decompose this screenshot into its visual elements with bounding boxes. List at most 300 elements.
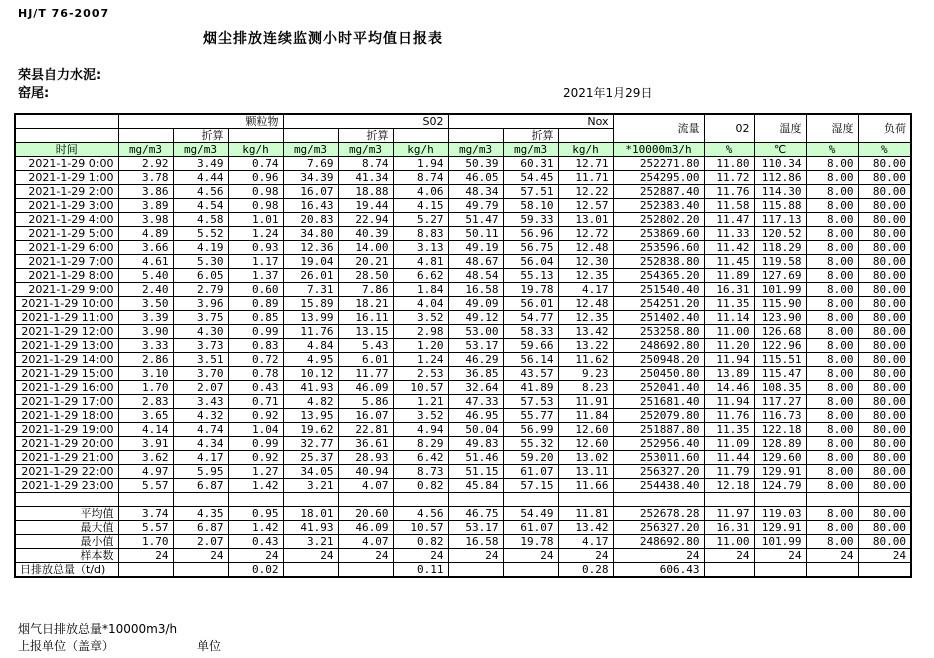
value-cell: 8.00 xyxy=(806,409,858,423)
value-cell: 8.00 xyxy=(806,367,858,381)
value-cell: 3.75 xyxy=(173,311,228,325)
value-cell: 28.50 xyxy=(338,269,393,283)
value-cell: 606.43 xyxy=(613,563,704,578)
table-row xyxy=(15,535,911,549)
value-cell: 13.22 xyxy=(558,339,613,353)
value-cell: 80.00 xyxy=(858,157,911,171)
value-cell: 253258.80 xyxy=(613,325,704,339)
daily-total-label: 日排放总量（t/d) xyxy=(15,563,118,578)
value-cell: 4.14 xyxy=(118,423,173,437)
value-cell: 24 xyxy=(338,549,393,563)
value-cell: 80.00 xyxy=(858,507,911,521)
value-cell: 3.52 xyxy=(393,311,448,325)
value-cell: 115.88 xyxy=(754,199,806,213)
time-cell: 2021-1-29 13:00 xyxy=(15,339,118,353)
time-cell: 2021-1-29 9:00 xyxy=(15,283,118,297)
value-cell: 34.80 xyxy=(283,227,338,241)
value-cell: 250450.80 xyxy=(613,367,704,381)
value-cell: 8.00 xyxy=(806,255,858,269)
value-cell: 1.37 xyxy=(228,269,283,283)
header-empty-cell xyxy=(15,129,118,143)
value-cell: 80.00 xyxy=(858,227,911,241)
value-cell: 8.00 xyxy=(806,269,858,283)
header-nox-converted: 折算 xyxy=(503,129,558,143)
summary-label: 最大值 xyxy=(15,521,118,535)
value-cell: 0.82 xyxy=(393,479,448,493)
value-cell: 251681.40 xyxy=(613,395,704,409)
value-cell: 58.10 xyxy=(503,199,558,213)
value-cell: 34.05 xyxy=(283,465,338,479)
value-cell: 25.37 xyxy=(283,451,338,465)
table-row xyxy=(15,311,911,325)
value-cell: 56.96 xyxy=(503,227,558,241)
value-cell: 0.02 xyxy=(228,563,283,578)
value-cell: 60.31 xyxy=(503,157,558,171)
page-title: 烟尘排放连续监测小时平均值日报表 xyxy=(203,31,443,47)
time-cell: 2021-1-29 18:00 xyxy=(15,409,118,423)
table-row xyxy=(15,409,911,423)
value-cell xyxy=(754,563,806,578)
value-cell: 4.30 xyxy=(173,325,228,339)
table-row xyxy=(15,269,911,283)
unit-cell: % xyxy=(704,143,754,157)
value-cell: 8.00 xyxy=(806,465,858,479)
value-cell: 0.83 xyxy=(228,339,283,353)
unit-label: 单位 xyxy=(197,639,222,653)
value-cell: 48.54 xyxy=(448,269,503,283)
value-cell: 3.65 xyxy=(118,409,173,423)
table-row xyxy=(15,367,911,381)
time-cell: 2021-1-29 21:00 xyxy=(15,451,118,465)
summary-label: 平均值 xyxy=(15,507,118,521)
value-cell: 4.95 xyxy=(283,353,338,367)
value-cell xyxy=(283,493,338,507)
value-cell: 4.56 xyxy=(393,507,448,521)
value-cell: 1.94 xyxy=(393,157,448,171)
value-cell: 53.00 xyxy=(448,325,503,339)
value-cell xyxy=(858,493,911,507)
value-cell: 80.00 xyxy=(858,353,911,367)
value-cell: 0.82 xyxy=(393,535,448,549)
value-cell: 12.71 xyxy=(558,157,613,171)
value-cell: 12.22 xyxy=(558,185,613,199)
value-cell: 80.00 xyxy=(858,297,911,311)
value-cell: 22.81 xyxy=(338,423,393,437)
value-cell: 5.43 xyxy=(338,339,393,353)
value-cell: 127.69 xyxy=(754,269,806,283)
value-cell: 8.00 xyxy=(806,437,858,451)
unit-cell: mg/m3 xyxy=(503,143,558,157)
value-cell: 5.27 xyxy=(393,213,448,227)
value-cell: 2.07 xyxy=(173,535,228,549)
table-row xyxy=(15,451,911,465)
value-cell: 56.75 xyxy=(503,241,558,255)
value-cell: 126.68 xyxy=(754,325,806,339)
value-cell: 108.35 xyxy=(754,381,806,395)
value-cell: 1.70 xyxy=(118,535,173,549)
value-cell: 47.33 xyxy=(448,395,503,409)
value-cell: 24 xyxy=(754,549,806,563)
time-cell: 2021-1-29 19:00 xyxy=(15,423,118,437)
value-cell: 12.35 xyxy=(558,269,613,283)
value-cell: 8.00 xyxy=(806,311,858,325)
value-cell: 48.34 xyxy=(448,185,503,199)
value-cell: 254438.40 xyxy=(613,479,704,493)
value-cell: 116.73 xyxy=(754,409,806,423)
value-cell xyxy=(806,563,858,578)
value-cell: 48.67 xyxy=(448,255,503,269)
unit-cell: *10000m3/h xyxy=(613,143,704,157)
value-cell: 7.31 xyxy=(283,283,338,297)
value-cell: 46.09 xyxy=(338,521,393,535)
value-cell: 0.60 xyxy=(228,283,283,297)
value-cell: 5.57 xyxy=(118,479,173,493)
value-cell: 20.83 xyxy=(283,213,338,227)
table-row xyxy=(15,395,911,409)
value-cell xyxy=(283,563,338,578)
value-cell: 114.30 xyxy=(754,185,806,199)
value-cell: 1.04 xyxy=(228,423,283,437)
value-cell: 80.00 xyxy=(858,437,911,451)
value-cell: 24 xyxy=(613,549,704,563)
value-cell: 252802.20 xyxy=(613,213,704,227)
header-empty-cell xyxy=(448,129,503,143)
value-cell: 5.57 xyxy=(118,521,173,535)
value-cell: 2.92 xyxy=(118,157,173,171)
value-cell: 8.00 xyxy=(806,325,858,339)
value-cell: 36.85 xyxy=(448,367,503,381)
table-row xyxy=(15,171,911,185)
value-cell: 41.93 xyxy=(283,521,338,535)
value-cell: 3.33 xyxy=(118,339,173,353)
value-cell: 1.01 xyxy=(228,213,283,227)
value-cell: 80.00 xyxy=(858,311,911,325)
value-cell: 3.10 xyxy=(118,367,173,381)
value-cell: 4.82 xyxy=(283,395,338,409)
report-table xyxy=(14,113,912,578)
value-cell: 8.00 xyxy=(806,535,858,549)
value-cell: 55.32 xyxy=(503,437,558,451)
value-cell xyxy=(754,493,806,507)
value-cell: 24 xyxy=(704,549,754,563)
table-row xyxy=(15,199,911,213)
value-cell: 1.17 xyxy=(228,255,283,269)
value-cell: 0.93 xyxy=(228,241,283,255)
table-row xyxy=(15,227,911,241)
value-cell: 80.00 xyxy=(858,423,911,437)
value-cell: 18.21 xyxy=(338,297,393,311)
value-cell: 11.45 xyxy=(704,255,754,269)
value-cell: 119.58 xyxy=(754,255,806,269)
value-cell: 11.00 xyxy=(704,325,754,339)
value-cell: 0.28 xyxy=(558,563,613,578)
value-cell: 58.33 xyxy=(503,325,558,339)
value-cell xyxy=(118,563,173,578)
value-cell: 252838.80 xyxy=(613,255,704,269)
value-cell: 252041.40 xyxy=(613,381,704,395)
value-cell: 8.00 xyxy=(806,353,858,367)
value-cell: 53.17 xyxy=(448,339,503,353)
value-cell: 4.74 xyxy=(173,423,228,437)
value-cell: 8.74 xyxy=(393,171,448,185)
value-cell: 256327.20 xyxy=(613,465,704,479)
value-cell: 3.78 xyxy=(118,171,173,185)
value-cell: 80.00 xyxy=(858,395,911,409)
value-cell: 61.07 xyxy=(503,465,558,479)
header-o2: 02 xyxy=(704,114,754,143)
table-row xyxy=(15,493,911,507)
value-cell: 8.83 xyxy=(393,227,448,241)
value-cell: 57.53 xyxy=(503,395,558,409)
value-cell: 252271.80 xyxy=(613,157,704,171)
value-cell: 19.44 xyxy=(338,199,393,213)
unit-cell: mg/m3 xyxy=(173,143,228,157)
value-cell: 13.42 xyxy=(558,325,613,339)
value-cell: 8.00 xyxy=(806,283,858,297)
value-cell: 4.15 xyxy=(393,199,448,213)
value-cell xyxy=(704,563,754,578)
value-cell: 8.00 xyxy=(806,297,858,311)
value-cell xyxy=(228,493,283,507)
value-cell: 24 xyxy=(448,549,503,563)
value-cell: 6.87 xyxy=(173,521,228,535)
value-cell: 80.00 xyxy=(858,381,911,395)
value-cell: 5.95 xyxy=(173,465,228,479)
value-cell: 4.89 xyxy=(118,227,173,241)
header-load: 负荷 xyxy=(858,114,911,143)
value-cell: 11.62 xyxy=(558,353,613,367)
header-empty-cell xyxy=(228,129,283,143)
value-cell: 8.00 xyxy=(806,171,858,185)
value-cell: 5.30 xyxy=(173,255,228,269)
value-cell: 129.91 xyxy=(754,465,806,479)
value-cell: 46.75 xyxy=(448,507,503,521)
value-cell xyxy=(613,493,704,507)
value-cell: 0.43 xyxy=(228,535,283,549)
header-empty-cell xyxy=(393,129,448,143)
value-cell: 16.31 xyxy=(704,521,754,535)
value-cell: 49.12 xyxy=(448,311,503,325)
value-cell: 16.11 xyxy=(338,311,393,325)
value-cell: 8.00 xyxy=(806,339,858,353)
value-cell: 49.79 xyxy=(448,199,503,213)
value-cell: 3.86 xyxy=(118,185,173,199)
value-cell: 51.15 xyxy=(448,465,503,479)
value-cell: 254251.20 xyxy=(613,297,704,311)
value-cell: 4.17 xyxy=(173,451,228,465)
value-cell: 8.23 xyxy=(558,381,613,395)
value-cell: 0.85 xyxy=(228,311,283,325)
table-row xyxy=(15,297,911,311)
value-cell: 11.91 xyxy=(558,395,613,409)
unit-cell: % xyxy=(806,143,858,157)
value-cell: 11.35 xyxy=(704,423,754,437)
value-cell: 252956.40 xyxy=(613,437,704,451)
value-cell: 0.99 xyxy=(228,325,283,339)
header-empty-cell xyxy=(283,129,338,143)
value-cell: 11.80 xyxy=(704,157,754,171)
value-cell: 252887.40 xyxy=(613,185,704,199)
value-cell: 28.93 xyxy=(338,451,393,465)
value-cell: 13.95 xyxy=(283,409,338,423)
time-cell: 2021-1-29 3:00 xyxy=(15,199,118,213)
value-cell: 1.24 xyxy=(393,353,448,367)
value-cell: 4.54 xyxy=(173,199,228,213)
table-row xyxy=(15,521,911,535)
value-cell: 0.72 xyxy=(228,353,283,367)
value-cell: 11.47 xyxy=(704,213,754,227)
report-date: 2021年1月29日 xyxy=(563,86,653,100)
value-cell: 43.57 xyxy=(503,367,558,381)
value-cell: 251540.40 xyxy=(613,283,704,297)
value-cell: 253011.60 xyxy=(613,451,704,465)
value-cell: 11.76 xyxy=(704,185,754,199)
summary-label: 样本数 xyxy=(15,549,118,563)
value-cell: 13.15 xyxy=(338,325,393,339)
value-cell: 22.94 xyxy=(338,213,393,227)
value-cell: 122.18 xyxy=(754,423,806,437)
value-cell xyxy=(704,493,754,507)
value-cell xyxy=(173,563,228,578)
value-cell: 11.94 xyxy=(704,395,754,409)
value-cell: 3.21 xyxy=(283,535,338,549)
value-cell: 54.49 xyxy=(503,507,558,521)
header-pm-converted: 折算 xyxy=(173,129,228,143)
value-cell: 80.00 xyxy=(858,213,911,227)
value-cell: 61.07 xyxy=(503,521,558,535)
value-cell: 7.86 xyxy=(338,283,393,297)
value-cell: 3.43 xyxy=(173,395,228,409)
value-cell: 56.01 xyxy=(503,297,558,311)
value-cell: 129.91 xyxy=(754,521,806,535)
value-cell: 56.99 xyxy=(503,423,558,437)
value-cell: 8.00 xyxy=(806,241,858,255)
value-cell: 0.78 xyxy=(228,367,283,381)
value-cell: 12.60 xyxy=(558,437,613,451)
value-cell: 252383.40 xyxy=(613,199,704,213)
value-cell: 11.14 xyxy=(704,311,754,325)
value-cell: 80.00 xyxy=(858,339,911,353)
value-cell: 256327.20 xyxy=(613,521,704,535)
header-empty-cell xyxy=(558,129,613,143)
value-cell: 49.09 xyxy=(448,297,503,311)
value-cell: 0.71 xyxy=(228,395,283,409)
value-cell: 80.00 xyxy=(858,171,911,185)
value-cell: 4.84 xyxy=(283,339,338,353)
table-row xyxy=(15,339,911,353)
header-pm: 颗粒物 xyxy=(118,114,283,129)
time-cell: 2021-1-29 5:00 xyxy=(15,227,118,241)
time-cell: 2021-1-29 23:00 xyxy=(15,479,118,493)
table-row xyxy=(15,549,911,563)
value-cell xyxy=(503,563,558,578)
value-cell: 13.42 xyxy=(558,521,613,535)
value-cell: 19.62 xyxy=(283,423,338,437)
value-cell: 59.20 xyxy=(503,451,558,465)
value-cell: 1.20 xyxy=(393,339,448,353)
value-cell: 3.96 xyxy=(173,297,228,311)
value-cell: 80.00 xyxy=(858,199,911,213)
value-cell xyxy=(448,493,503,507)
value-cell: 1.42 xyxy=(228,479,283,493)
value-cell: 16.31 xyxy=(704,283,754,297)
value-cell: 46.09 xyxy=(338,381,393,395)
value-cell: 11.58 xyxy=(704,199,754,213)
value-cell: 117.27 xyxy=(754,395,806,409)
value-cell: 32.64 xyxy=(448,381,503,395)
value-cell: 1.42 xyxy=(228,521,283,535)
table-row xyxy=(15,185,911,199)
value-cell: 4.35 xyxy=(173,507,228,521)
value-cell: 16.07 xyxy=(338,409,393,423)
value-cell: 15.89 xyxy=(283,297,338,311)
table-row xyxy=(15,283,911,297)
value-cell: 80.00 xyxy=(858,451,911,465)
value-cell: 12.60 xyxy=(558,423,613,437)
value-cell: 254365.20 xyxy=(613,269,704,283)
value-cell: 7.69 xyxy=(283,157,338,171)
value-cell: 11.72 xyxy=(704,171,754,185)
value-cell: 50.39 xyxy=(448,157,503,171)
value-cell: 4.07 xyxy=(338,535,393,549)
table-row xyxy=(15,325,911,339)
value-cell: 110.34 xyxy=(754,157,806,171)
value-cell: 40.94 xyxy=(338,465,393,479)
time-cell: 2021-1-29 16:00 xyxy=(15,381,118,395)
unit-cell: kg/h xyxy=(228,143,283,157)
value-cell: 3.98 xyxy=(118,213,173,227)
value-cell: 4.06 xyxy=(393,185,448,199)
value-cell: 11.94 xyxy=(704,353,754,367)
value-cell: 59.33 xyxy=(503,213,558,227)
value-cell: 16.58 xyxy=(448,283,503,297)
time-cell: 2021-1-29 10:00 xyxy=(15,297,118,311)
value-cell: 80.00 xyxy=(858,479,911,493)
value-cell: 11.35 xyxy=(704,297,754,311)
value-cell: 56.14 xyxy=(503,353,558,367)
value-cell: 101.99 xyxy=(754,535,806,549)
value-cell: 4.61 xyxy=(118,255,173,269)
header-humidity: 湿度 xyxy=(806,114,858,143)
value-cell: 4.94 xyxy=(393,423,448,437)
time-cell: 2021-1-29 4:00 xyxy=(15,213,118,227)
time-cell: 2021-1-29 17:00 xyxy=(15,395,118,409)
value-cell: 24 xyxy=(228,549,283,563)
value-cell: 8.00 xyxy=(806,521,858,535)
value-cell xyxy=(806,493,858,507)
unit-cell: kg/h xyxy=(393,143,448,157)
standard-code: HJ/T 76-2007 xyxy=(18,7,110,20)
value-cell: 1.27 xyxy=(228,465,283,479)
value-cell: 8.00 xyxy=(806,395,858,409)
value-cell: 24 xyxy=(558,549,613,563)
value-cell: 6.62 xyxy=(393,269,448,283)
value-cell: 8.74 xyxy=(338,157,393,171)
value-cell: 8.00 xyxy=(806,507,858,521)
value-cell: 0.95 xyxy=(228,507,283,521)
value-cell: 46.05 xyxy=(448,171,503,185)
value-cell: 8.00 xyxy=(806,199,858,213)
value-cell: 128.89 xyxy=(754,437,806,451)
value-cell: 51.47 xyxy=(448,213,503,227)
value-cell: 55.77 xyxy=(503,409,558,423)
value-cell: 14.46 xyxy=(704,381,754,395)
header-so2: S02 xyxy=(283,114,448,129)
value-cell: 19.78 xyxy=(503,283,558,297)
header-so2-converted: 折算 xyxy=(338,129,393,143)
value-cell: 248692.80 xyxy=(613,339,704,353)
time-cell: 2021-1-29 8:00 xyxy=(15,269,118,283)
